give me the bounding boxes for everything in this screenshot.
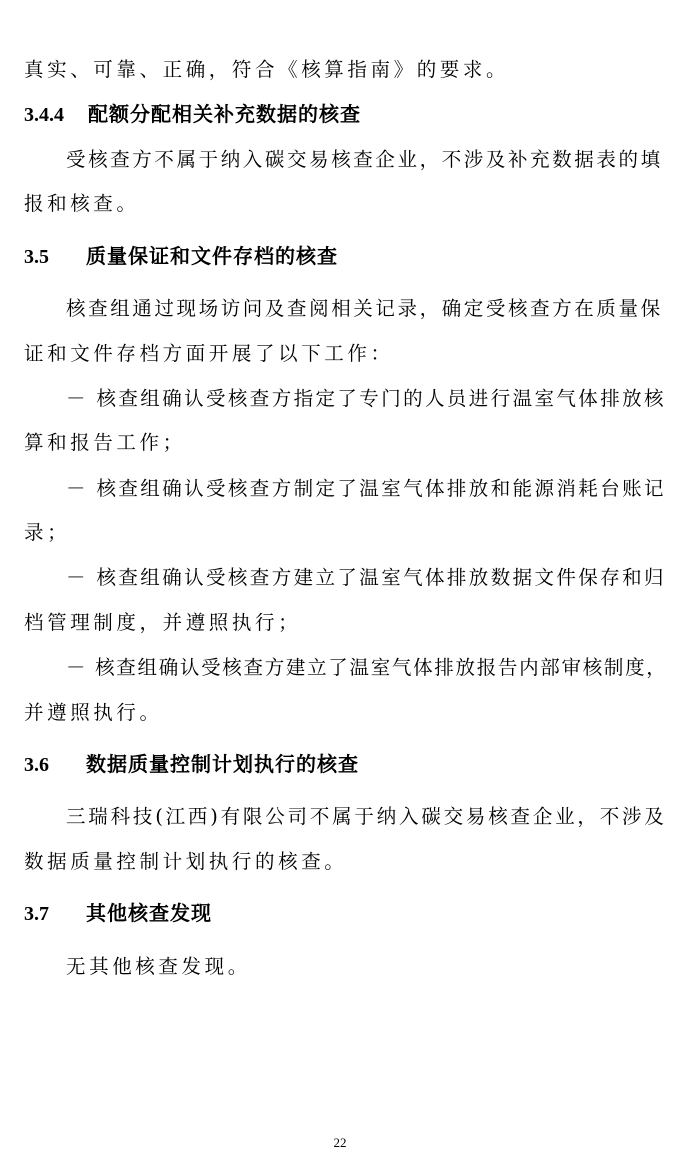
bullet-continuation: 并遵照执行。 (24, 701, 163, 724)
paragraph-line: 真实、可靠、正确，符合《核算指南》的要求。 (24, 58, 510, 81)
section-title: 数据质量控制计划执行的核查 (86, 752, 359, 776)
section-number: 3.5 (24, 246, 49, 268)
paragraph-line: 数据质量控制计划执行的核查。 (24, 850, 348, 873)
section-title: 质量保证和文件存档的核查 (86, 244, 338, 268)
section-number: 3.4.4 (24, 104, 64, 126)
bullet-continuation: 档管理制度，并遵照执行； (24, 611, 302, 634)
bullet-line: － 核查组确认受核查方建立了温室气体排放数据文件保存和归 (66, 566, 666, 589)
bullet-line: － 核查组确认受核查方制定了温室气体排放和能源消耗台账记 (66, 477, 666, 500)
section-number: 3.7 (24, 903, 49, 925)
bullet-line: － 核查组确认受核查方建立了温室气体排放报告内部审核制度， (66, 656, 668, 679)
paragraph-line: 受核查方不属于纳入碳交易核查企业，不涉及补充数据表的填 (66, 148, 663, 171)
page-number: 22 (333, 1135, 347, 1150)
paragraph-line: 核查组通过现场访问及查阅相关记录，确定受核查方在质量保 (66, 297, 663, 320)
paragraph-line: 无其他核查发现。 (66, 955, 251, 978)
section-number: 3.6 (24, 754, 49, 776)
section-heading-3-4-4 (24, 101, 361, 128)
section-heading-3-7 (24, 900, 212, 927)
bullet-line: － 核查组确认受核查方指定了专门的人员进行温室气体排放核 (66, 387, 666, 410)
bullet-continuation: 录； (24, 521, 71, 544)
section-title: 其他核查发现 (86, 901, 212, 925)
paragraph-line: 报和核查。 (24, 192, 140, 215)
paragraph-line: 证和文件存档方面开展了以下工作： (24, 342, 394, 365)
section-heading-3-5 (24, 243, 338, 270)
section-heading-3-6 (24, 751, 359, 778)
paragraph-line: 三瑞科技(江西)有限公司不属于纳入碳交易核查企业，不涉及 (66, 805, 667, 828)
section-title: 配额分配相关补充数据的核查 (88, 102, 361, 126)
bullet-continuation: 算和报告工作； (24, 431, 186, 454)
